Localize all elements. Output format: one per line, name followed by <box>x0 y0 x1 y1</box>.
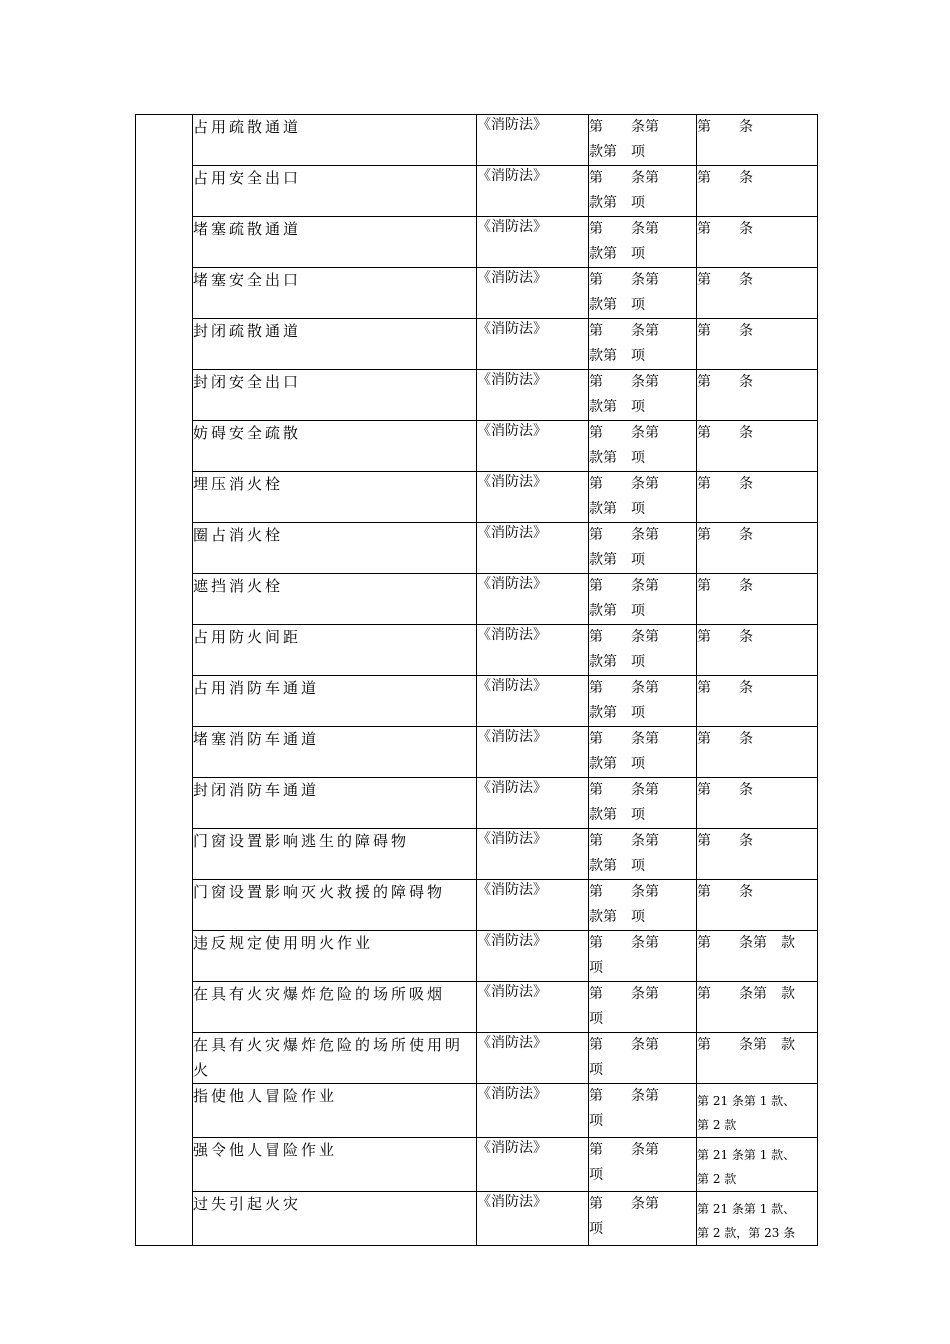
basis-line: 第 条 <box>697 680 753 696</box>
violation-item-cell: 占用疏散通道 <box>193 115 477 166</box>
clause-line: 第 条第 <box>589 1142 659 1158</box>
basis-line: 第 21 条第 1 款、 <box>697 1094 796 1108</box>
basis-line: 第 条 <box>697 425 753 441</box>
penalty-basis-cell <box>697 217 818 268</box>
clause-cell <box>589 115 697 166</box>
clause-cell <box>589 880 697 931</box>
violation-item-cell: 过失引起火灾 <box>193 1192 477 1246</box>
law-violation-table <box>135 114 818 1246</box>
clause-line: 第 条第 <box>589 476 659 492</box>
table-row <box>136 421 818 472</box>
law-name-cell: 《消防法》 <box>477 1033 589 1084</box>
clause-line: 第 条第 <box>589 170 659 186</box>
table-row <box>136 166 818 217</box>
violation-item-cell: 遮挡消火栓 <box>193 574 477 625</box>
clause-line: 第 条第 <box>589 527 659 543</box>
law-name-cell: 《消防法》 <box>477 727 589 778</box>
law-name-cell: 《消防法》 <box>477 574 589 625</box>
basis-line: 第 条第 款 <box>697 935 795 951</box>
clause-line: 款第 项 <box>589 501 645 517</box>
clause-cell <box>589 625 697 676</box>
violation-item-cell: 占用消防车通道 <box>193 676 477 727</box>
basis-line: 第 条 <box>697 629 753 645</box>
table-row <box>136 574 818 625</box>
table-row <box>136 778 818 829</box>
table-row <box>136 880 818 931</box>
law-name-cell: 《消防法》 <box>477 217 589 268</box>
violation-item-cell: 指使他人冒险作业 <box>193 1084 477 1138</box>
law-name-cell: 《消防法》 <box>477 1084 589 1138</box>
basis-line: 第 条 <box>697 323 753 339</box>
category-cell <box>136 115 193 1246</box>
law-name-cell: 《消防法》 <box>477 625 589 676</box>
penalty-basis-cell <box>697 931 818 982</box>
penalty-basis-cell <box>697 1192 818 1246</box>
clause-line: 第 条第 <box>589 272 659 288</box>
table-row <box>136 523 818 574</box>
table-row <box>136 727 818 778</box>
penalty-basis-cell <box>697 778 818 829</box>
clause-line: 第 条第 <box>589 1088 659 1104</box>
violation-item-cell: 占用防火间距 <box>193 625 477 676</box>
clause-cell <box>589 676 697 727</box>
penalty-basis-cell <box>697 727 818 778</box>
clause-line: 第 条第 <box>589 884 659 900</box>
law-name-cell: 《消防法》 <box>477 829 589 880</box>
law-name-cell: 《消防法》 <box>477 166 589 217</box>
violation-item-cell: 在具有火灾爆炸危险的场所使用明火 <box>193 1033 477 1084</box>
penalty-basis-cell <box>697 829 818 880</box>
penalty-basis-cell <box>697 1138 818 1192</box>
clause-cell <box>589 1138 697 1192</box>
clause-line: 款第 项 <box>589 654 645 670</box>
clause-line: 款第 项 <box>589 246 645 262</box>
clause-cell <box>589 370 697 421</box>
table-row <box>136 676 818 727</box>
penalty-basis-cell <box>697 625 818 676</box>
clause-line: 款第 项 <box>589 603 645 619</box>
violation-item-cell: 妨碍安全疏散 <box>193 421 477 472</box>
basis-line: 第 21 条第 1 款、 <box>697 1148 796 1162</box>
violation-item-cell: 占用安全出口 <box>193 166 477 217</box>
clause-line: 款第 项 <box>589 858 645 874</box>
violation-item-cell: 埋压消火栓 <box>193 472 477 523</box>
basis-line: 第 条 <box>697 527 753 543</box>
clause-line: 第 条第 <box>589 119 659 135</box>
basis-line: 第 条 <box>697 170 753 186</box>
basis-line: 第 条 <box>697 119 753 135</box>
basis-line: 第 条第 款 <box>697 986 795 1002</box>
clause-line: 项 <box>589 960 603 976</box>
clause-cell <box>589 574 697 625</box>
clause-line: 款第 项 <box>589 705 645 721</box>
table-row <box>136 115 818 166</box>
basis-line: 第 条 <box>697 374 753 390</box>
penalty-basis-cell <box>697 370 818 421</box>
clause-cell <box>589 982 697 1033</box>
clause-line: 款第 项 <box>589 399 645 415</box>
basis-line: 第 2 款 <box>697 1118 737 1132</box>
violation-item-cell: 封闭疏散通道 <box>193 319 477 370</box>
table-row <box>136 625 818 676</box>
law-name-cell: 《消防法》 <box>477 1138 589 1192</box>
law-name-cell: 《消防法》 <box>477 1192 589 1246</box>
violation-item-cell: 堵塞消防车通道 <box>193 727 477 778</box>
penalty-basis-cell <box>697 523 818 574</box>
penalty-basis-cell <box>697 982 818 1033</box>
table-row <box>136 1138 818 1192</box>
violation-item-cell: 封闭消防车通道 <box>193 778 477 829</box>
table-row <box>136 1192 818 1246</box>
clause-line: 款第 项 <box>589 348 645 364</box>
clause-line: 款第 项 <box>589 909 645 925</box>
violation-item-cell: 违反规定使用明火作业 <box>193 931 477 982</box>
clause-cell <box>589 1033 697 1084</box>
clause-line: 项 <box>589 1011 603 1027</box>
law-table-container <box>135 114 818 1246</box>
basis-line: 第 条 <box>697 272 753 288</box>
basis-line: 第 条第 款 <box>697 1037 795 1053</box>
clause-line: 款第 项 <box>589 756 645 772</box>
violation-item-cell: 封闭安全出口 <box>193 370 477 421</box>
table-row <box>136 1033 818 1084</box>
clause-line: 第 条第 <box>589 374 659 390</box>
clause-cell <box>589 421 697 472</box>
clause-cell <box>589 1084 697 1138</box>
clause-line: 款第 项 <box>589 450 645 466</box>
penalty-basis-cell <box>697 268 818 319</box>
clause-cell <box>589 319 697 370</box>
violation-item-cell: 堵塞安全出口 <box>193 268 477 319</box>
law-name-cell: 《消防法》 <box>477 268 589 319</box>
law-name-cell: 《消防法》 <box>477 370 589 421</box>
clause-cell <box>589 829 697 880</box>
clause-cell <box>589 268 697 319</box>
violation-item-cell: 门窗设置影响灭火救援的障碍物 <box>193 880 477 931</box>
penalty-basis-cell <box>697 676 818 727</box>
penalty-basis-cell <box>697 574 818 625</box>
violation-item-cell: 在具有火灾爆炸危险的场所吸烟 <box>193 982 477 1033</box>
clause-line: 款第 项 <box>589 552 645 568</box>
basis-line: 第 21 条第 1 款、 <box>697 1202 796 1216</box>
clause-line: 项 <box>589 1221 603 1237</box>
clause-line: 款第 项 <box>589 807 645 823</box>
clause-line: 第 条第 <box>589 578 659 594</box>
clause-line: 第 条第 <box>589 425 659 441</box>
table-row <box>136 268 818 319</box>
clause-cell <box>589 523 697 574</box>
table-row <box>136 982 818 1033</box>
clause-line: 第 条第 <box>589 629 659 645</box>
clause-cell <box>589 727 697 778</box>
table-row <box>136 931 818 982</box>
clause-cell <box>589 472 697 523</box>
violation-item-cell: 强令他人冒险作业 <box>193 1138 477 1192</box>
clause-line: 项 <box>589 1167 603 1183</box>
basis-line: 第 2 款，第 23 条 <box>697 1226 796 1240</box>
clause-line: 第 条第 <box>589 935 659 951</box>
clause-line: 第 条第 <box>589 221 659 237</box>
law-name-cell: 《消防法》 <box>477 421 589 472</box>
basis-line: 第 条 <box>697 476 753 492</box>
penalty-basis-cell <box>697 1033 818 1084</box>
clause-line: 项 <box>589 1062 603 1078</box>
clause-cell <box>589 778 697 829</box>
clause-cell <box>589 217 697 268</box>
law-name-cell: 《消防法》 <box>477 982 589 1033</box>
clause-line: 第 条第 <box>589 323 659 339</box>
table-row <box>136 217 818 268</box>
table-row <box>136 829 818 880</box>
basis-line: 第 2 款 <box>697 1172 737 1186</box>
penalty-basis-cell <box>697 166 818 217</box>
clause-line: 第 条第 <box>589 986 659 1002</box>
violation-item-cell: 门窗设置影响逃生的障碍物 <box>193 829 477 880</box>
basis-line: 第 条 <box>697 578 753 594</box>
clause-line: 款第 项 <box>589 144 645 160</box>
clause-line: 第 条第 <box>589 731 659 747</box>
penalty-basis-cell <box>697 115 818 166</box>
basis-line: 第 条 <box>697 782 753 798</box>
table-row <box>136 472 818 523</box>
table-row <box>136 319 818 370</box>
law-name-cell: 《消防法》 <box>477 472 589 523</box>
basis-line: 第 条 <box>697 731 753 747</box>
law-name-cell: 《消防法》 <box>477 319 589 370</box>
penalty-basis-cell <box>697 1084 818 1138</box>
penalty-basis-cell <box>697 880 818 931</box>
clause-line: 第 条第 <box>589 680 659 696</box>
table-row <box>136 370 818 421</box>
clause-line: 第 条第 <box>589 833 659 849</box>
law-name-cell: 《消防法》 <box>477 523 589 574</box>
clause-cell <box>589 166 697 217</box>
violation-item-cell: 堵塞疏散通道 <box>193 217 477 268</box>
table-body <box>136 115 818 1246</box>
clause-cell <box>589 1192 697 1246</box>
law-name-cell: 《消防法》 <box>477 676 589 727</box>
penalty-basis-cell <box>697 472 818 523</box>
clause-line: 第 条第 <box>589 1037 659 1053</box>
penalty-basis-cell <box>697 319 818 370</box>
law-name-cell: 《消防法》 <box>477 880 589 931</box>
clause-line: 第 条第 <box>589 782 659 798</box>
clause-line: 项 <box>589 1113 603 1129</box>
law-name-cell: 《消防法》 <box>477 931 589 982</box>
violation-item-cell: 圈占消火栓 <box>193 523 477 574</box>
clause-line: 第 条第 <box>589 1196 659 1212</box>
basis-line: 第 条 <box>697 884 753 900</box>
clause-line: 款第 项 <box>589 297 645 313</box>
basis-line: 第 条 <box>697 833 753 849</box>
clause-cell <box>589 931 697 982</box>
penalty-basis-cell <box>697 421 818 472</box>
table-row <box>136 1084 818 1138</box>
law-name-cell: 《消防法》 <box>477 115 589 166</box>
clause-line: 款第 项 <box>589 195 645 211</box>
law-name-cell: 《消防法》 <box>477 778 589 829</box>
basis-line: 第 条 <box>697 221 753 237</box>
